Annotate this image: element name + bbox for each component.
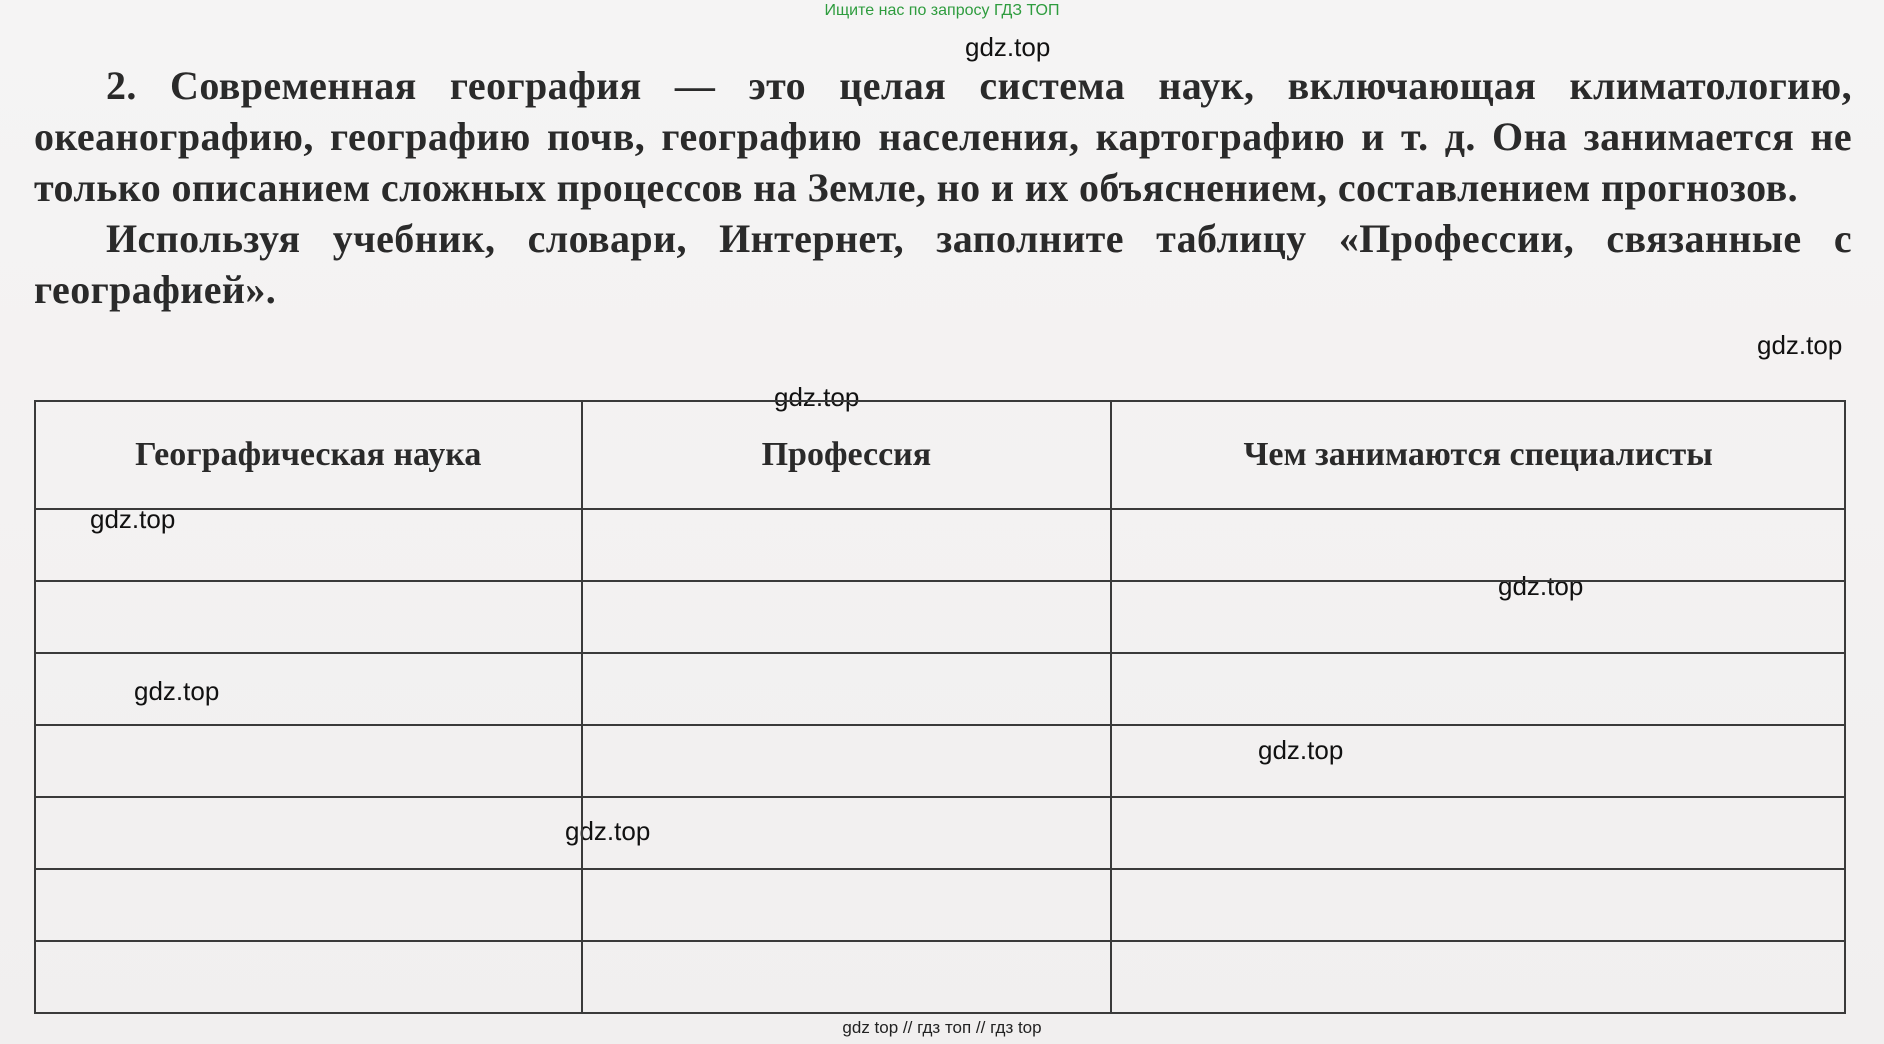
table-cell[interactable] — [582, 653, 1112, 725]
table-row — [35, 653, 1845, 725]
watermark: gdz.top — [965, 32, 1051, 62]
table-row — [35, 941, 1845, 1013]
task-intro: Современная география — это целая система наук, включающая климатологию, океанографию, географию почв, географию населения, картографию и т. д. Она занимается не только описанием сложных процессов на Земле, но и их объяснением, составлением прогнозов. — [34, 63, 1852, 210]
table-cell[interactable] — [1111, 941, 1845, 1013]
watermark: gdz.top — [565, 816, 651, 846]
watermark: gdz.top — [134, 676, 220, 706]
table-cell[interactable] — [1111, 509, 1845, 581]
table-cell[interactable] — [1111, 581, 1845, 653]
table-cell[interactable] — [582, 797, 1112, 869]
header-geo-science: Географическая наука — [35, 401, 582, 509]
top-banner[interactable]: Ищите нас по запросу ГДЗ ТОП — [824, 2, 1060, 19]
table-cell[interactable] — [35, 941, 582, 1013]
header-specialist-activities: Чем занимаются специалисты — [1111, 401, 1845, 509]
table-cell[interactable] — [582, 581, 1112, 653]
table-header-row — [35, 401, 1845, 509]
table-row — [35, 581, 1845, 653]
table-cell[interactable] — [35, 581, 582, 653]
header-profession: Профессия — [582, 401, 1112, 509]
watermark: gdz.top — [1498, 571, 1584, 601]
bottom-banner[interactable]: gdz top // гдз топ // гдз top — [842, 1018, 1042, 1037]
task-text — [34, 60, 1852, 315]
table-cell[interactable] — [35, 653, 582, 725]
watermark: gdz.top — [1757, 330, 1843, 360]
table-cell[interactable] — [1111, 869, 1845, 941]
task-number: 2. — [106, 63, 137, 108]
table-row — [35, 797, 1845, 869]
table-cell[interactable] — [582, 869, 1112, 941]
task-paragraph-1 — [34, 60, 1852, 213]
task-paragraph-2: Используя учебник, словари, Интернет, заполните таблицу «Профессии, связанные с географией». — [34, 216, 1852, 312]
table-row — [35, 725, 1845, 797]
table-cell[interactable] — [582, 725, 1112, 797]
table-cell[interactable] — [35, 725, 582, 797]
table-cell[interactable] — [35, 869, 582, 941]
table-cell[interactable] — [1111, 653, 1845, 725]
watermark: gdz.top — [774, 382, 860, 412]
table-cell[interactable] — [35, 509, 582, 581]
watermark: gdz.top — [1258, 735, 1344, 765]
watermark: gdz.top — [90, 504, 176, 534]
table-cell[interactable] — [35, 797, 582, 869]
table-cell[interactable] — [582, 509, 1112, 581]
table-cell[interactable] — [1111, 797, 1845, 869]
professions-table — [34, 400, 1846, 1014]
table-cell[interactable] — [1111, 725, 1845, 797]
table-row — [35, 509, 1845, 581]
table-row — [35, 869, 1845, 941]
table-cell[interactable] — [582, 941, 1112, 1013]
